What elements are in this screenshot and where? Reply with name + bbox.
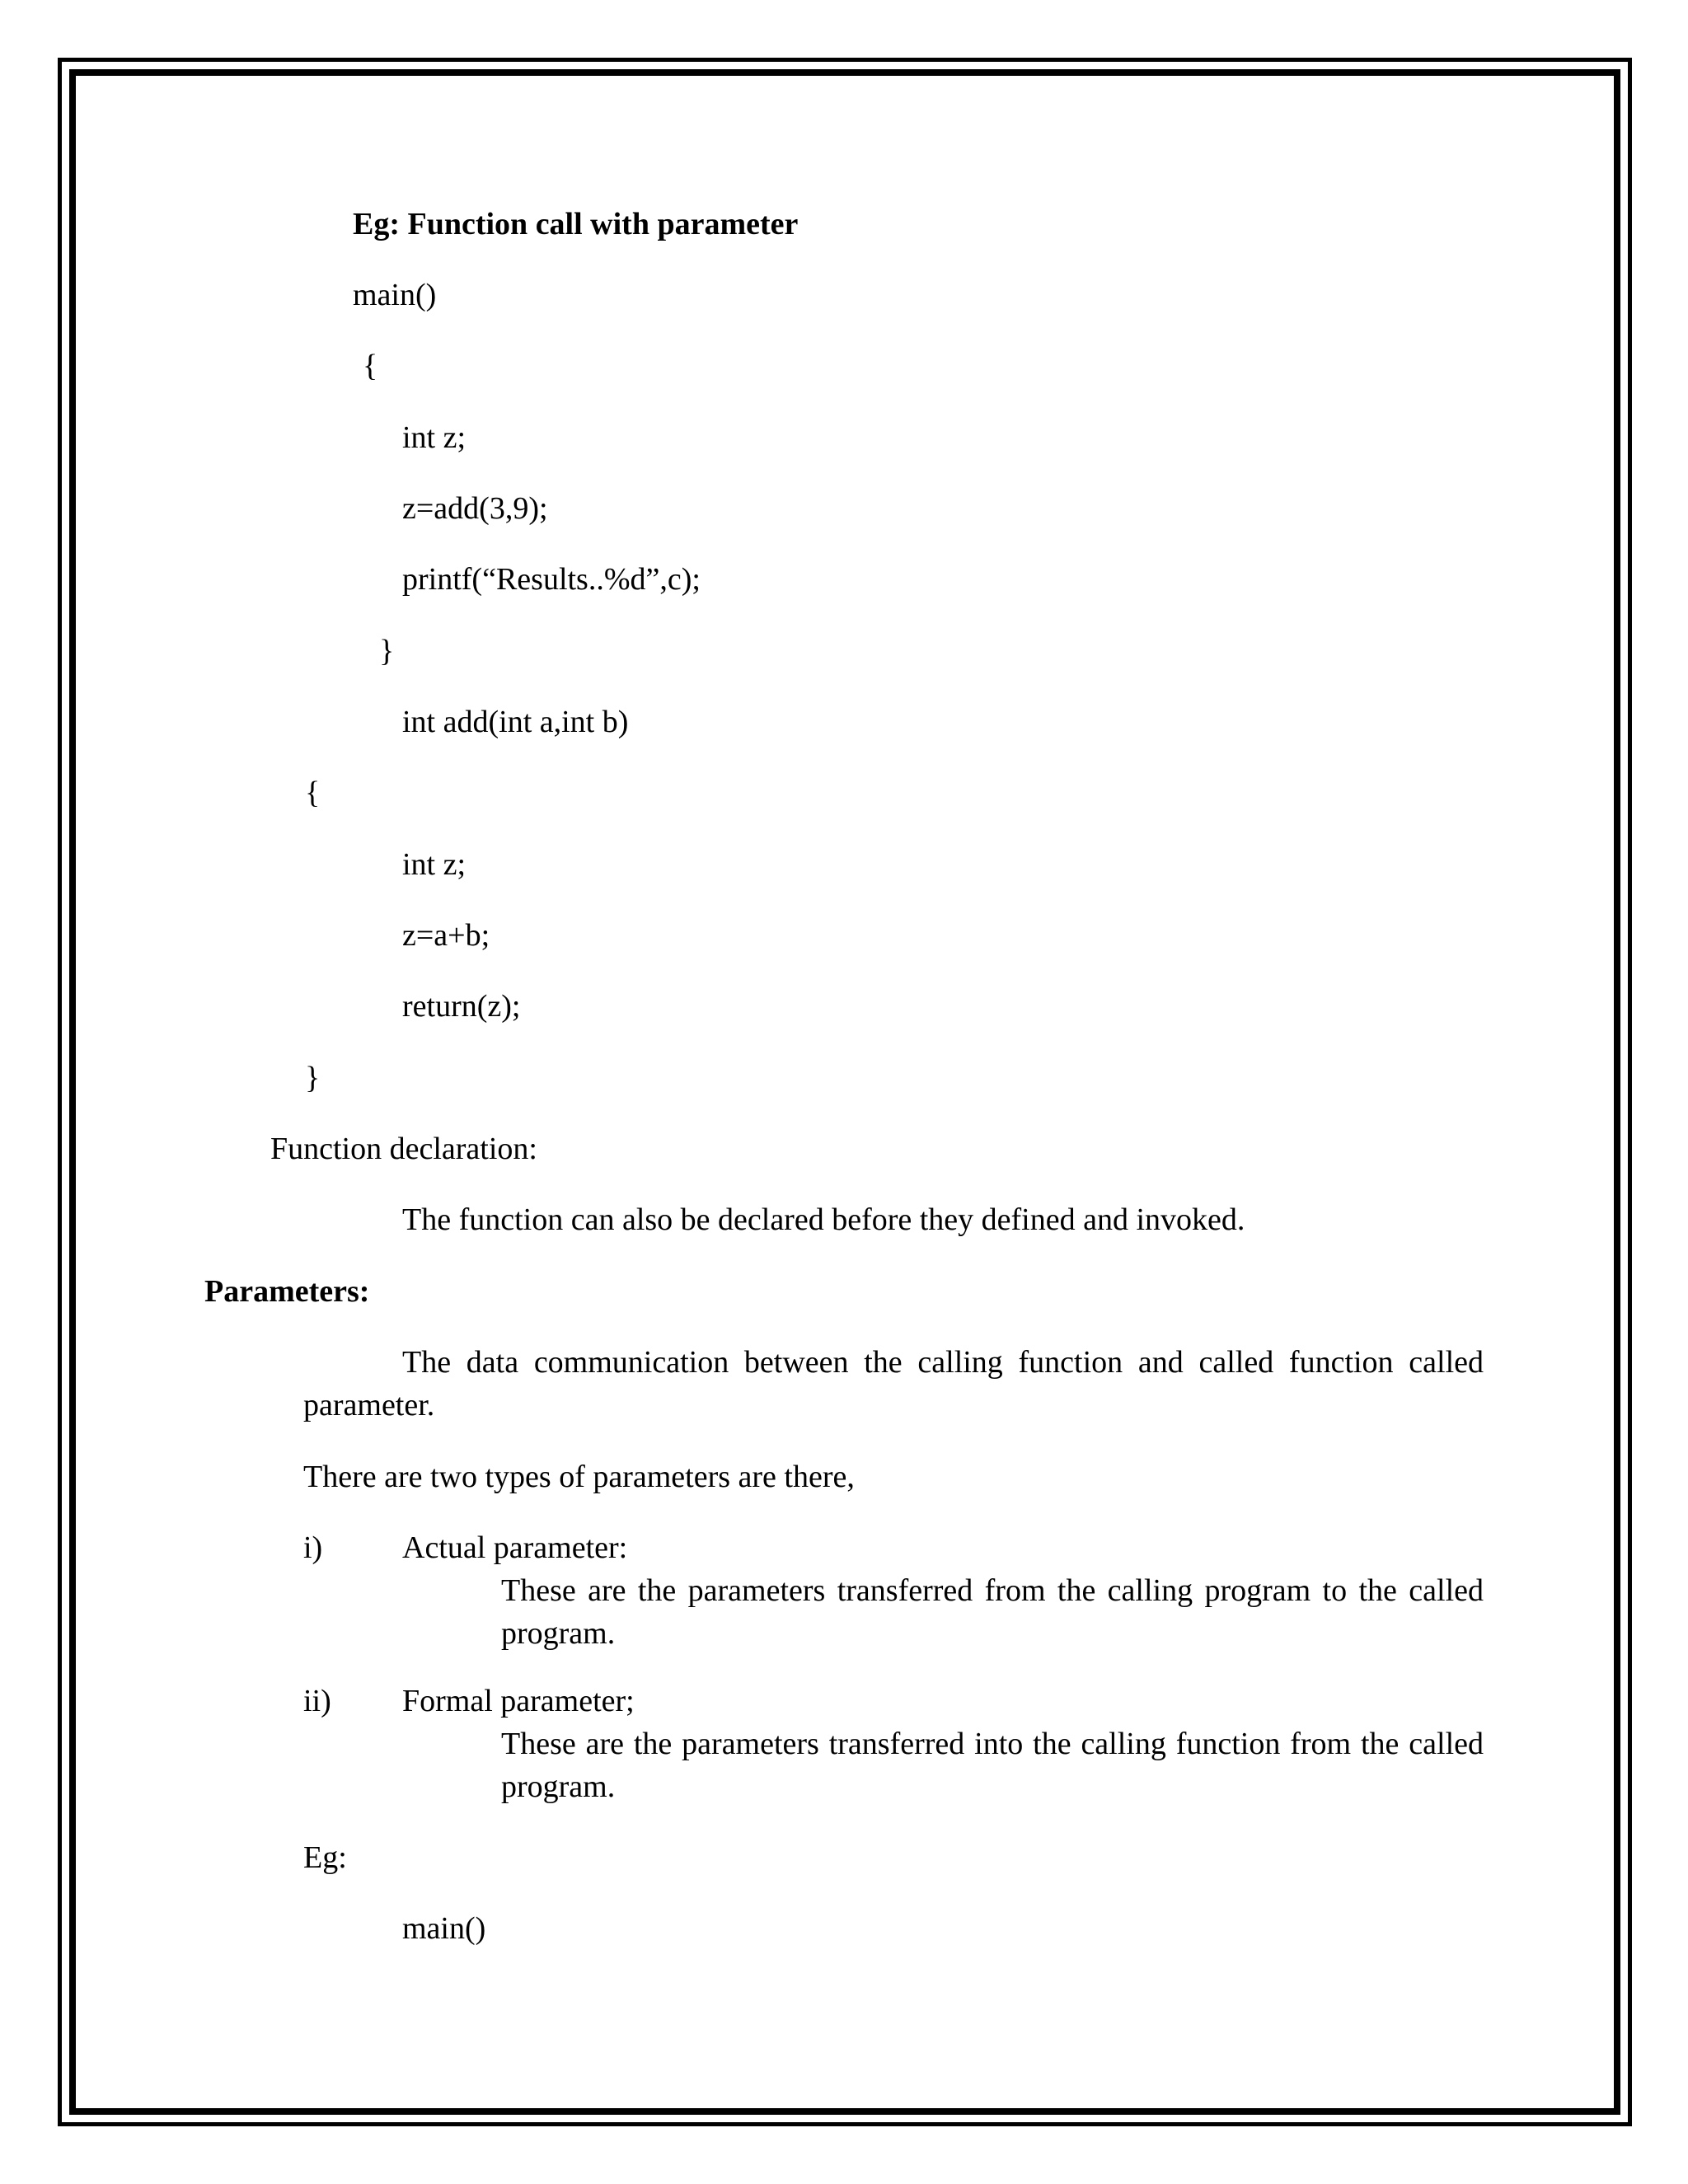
parameters-types-intro: There are two types of parameters are there, — [303, 1460, 855, 1494]
declaration-text: The function can also be declared before they defined and invoked. — [402, 1202, 1245, 1237]
code-line: z=add(3,9); — [402, 491, 548, 526]
list-marker: ii) — [303, 1684, 331, 1718]
code-line: { — [363, 349, 378, 383]
list-item-name: Formal parameter; — [402, 1684, 635, 1718]
parameters-definition — [303, 1341, 1484, 1427]
code-line: z=a+b; — [402, 918, 490, 953]
code-line: return(z); — [402, 989, 521, 1024]
code-line: main() — [402, 1911, 486, 1946]
code-line: printf(“Results..%d”,c); — [402, 562, 701, 597]
code-line: int add(int a,int b) — [402, 705, 629, 739]
code-line: main() — [353, 278, 437, 312]
code-line: } — [305, 1061, 321, 1095]
declaration-title: Function declaration: — [270, 1132, 537, 1166]
parameters-heading: Parameters: — [204, 1274, 370, 1309]
example-heading: Eg: Function call with parameter — [353, 207, 799, 241]
code-line: } — [379, 634, 395, 668]
list-item-description: These are the parameters transferred from the calling program to the called program. — [501, 1573, 1484, 1651]
example-label: Eg: — [303, 1840, 347, 1875]
code-line: { — [305, 776, 321, 810]
list-item-name: Actual parameter: — [402, 1530, 628, 1565]
list-item-description: These are the parameters transferred into the calling function from the called program. — [501, 1727, 1484, 1804]
code-line: int z; — [402, 420, 467, 455]
parameters-definition-text: The data communication between the calling function and called function called parameter. — [303, 1345, 1484, 1422]
code-line: int z; — [402, 847, 467, 882]
list-marker: i) — [303, 1530, 323, 1565]
